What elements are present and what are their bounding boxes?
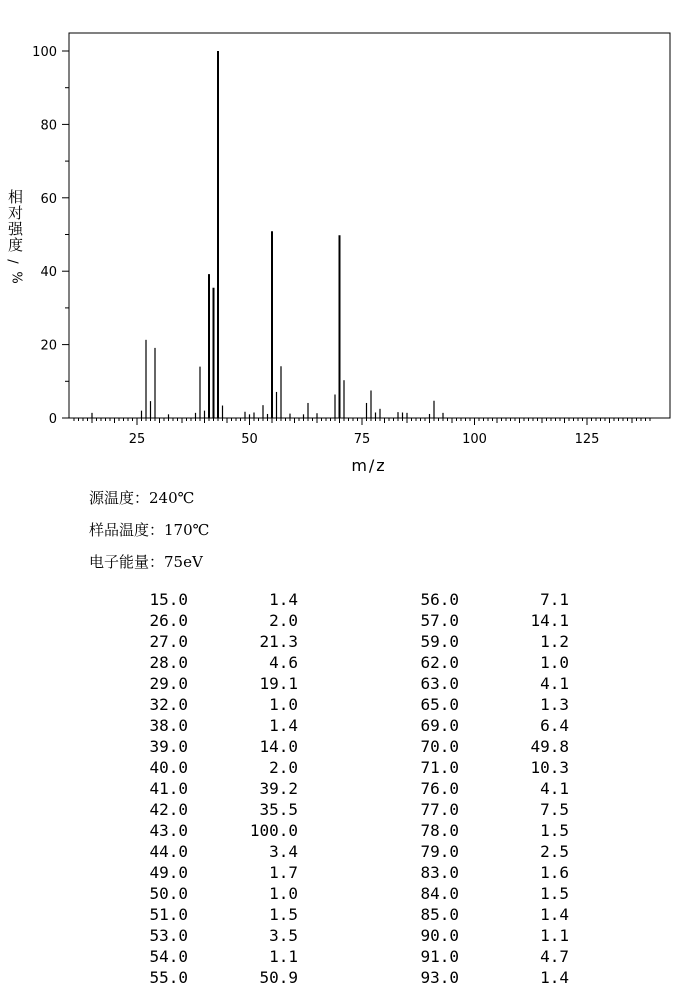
mz-value: 40.0	[149, 758, 188, 777]
x-axis-label: m/z	[351, 456, 387, 475]
mz-value: 91.0	[420, 947, 459, 966]
abundance-value: 3.4	[269, 842, 298, 861]
abundance-value: 14.0	[259, 737, 298, 756]
condition-line	[89, 519, 209, 540]
abundance-value: 1.6	[540, 863, 569, 882]
x-axis	[74, 418, 650, 447]
y-tick-label: 20	[40, 338, 57, 354]
mz-value: 70.0	[420, 737, 459, 756]
mz-value: 51.0	[149, 905, 188, 924]
condition-label: 样品温度：	[89, 521, 165, 539]
mz-value: 57.0	[420, 611, 459, 630]
abundance-value: 1.0	[540, 653, 569, 672]
mz-value: 32.0	[149, 695, 188, 714]
x-tick-label: 100	[462, 432, 487, 447]
condition-label: 源温度：	[89, 489, 150, 507]
mz-value: 77.0	[420, 800, 459, 819]
abundance-value: 1.1	[540, 926, 569, 945]
condition-value: 240℃	[149, 489, 195, 507]
peak-bars	[92, 51, 443, 418]
y-axis-label-char: 度	[8, 236, 24, 254]
mz-value: 84.0	[420, 884, 459, 903]
plot-frame	[69, 33, 670, 418]
mz-value: 62.0	[420, 653, 459, 672]
mz-value: 27.0	[149, 632, 188, 651]
abundance-value: 1.2	[540, 632, 569, 651]
condition-value: 75eV	[164, 553, 203, 571]
mz-value: 93.0	[420, 968, 459, 987]
abundance-value: 14.1	[530, 611, 569, 630]
abundance-value: 1.4	[540, 968, 569, 987]
mz-value: 65.0	[420, 695, 459, 714]
mz-value: 41.0	[149, 779, 188, 798]
abundance-value: 1.1	[269, 947, 298, 966]
mz-value: 63.0	[420, 674, 459, 693]
abundance-value: 21.3	[259, 632, 298, 651]
abundance-value: 1.4	[540, 905, 569, 924]
mz-value: 90.0	[420, 926, 459, 945]
mz-value: 49.0	[149, 863, 188, 882]
mz-value: 38.0	[149, 716, 188, 735]
mz-value: 55.0	[149, 968, 188, 987]
mz-value: 43.0	[149, 821, 188, 840]
x-tick-label: 125	[574, 432, 600, 447]
mz-value: 29.0	[149, 674, 188, 693]
y-axis-label-char: /	[4, 259, 20, 264]
mz-value: 79.0	[420, 842, 459, 861]
mz-value: 56.0	[420, 590, 459, 609]
abundance-value: 1.0	[269, 695, 298, 714]
mz-value: 50.0	[149, 884, 188, 903]
abundance-value: 4.6	[269, 653, 298, 672]
mz-value: 59.0	[420, 632, 459, 651]
abundance-value: 7.5	[540, 800, 569, 819]
abundance-value: 1.5	[540, 884, 569, 903]
abundance-value: 1.4	[269, 590, 298, 609]
mz-value: 26.0	[149, 611, 188, 630]
abundance-value: 39.2	[259, 779, 298, 798]
abundance-value: 4.1	[540, 779, 569, 798]
abundance-value: 6.4	[540, 716, 569, 735]
y-tick-label: 80	[40, 118, 57, 134]
condition-label: 电子能量：	[89, 553, 165, 571]
mz-value: 15.0	[149, 590, 188, 609]
mz-value: 28.0	[149, 653, 188, 672]
mz-value: 39.0	[149, 737, 188, 756]
abundance-value: 4.1	[540, 674, 569, 693]
abundance-value: 100.0	[249, 821, 298, 840]
condition-line	[89, 551, 203, 572]
y-tick-label: 0	[48, 412, 57, 427]
x-tick-label: 75	[353, 432, 371, 447]
condition-line	[89, 487, 194, 508]
y-axis-label-char: %	[8, 271, 24, 284]
mass-spectrum-chart	[0, 0, 696, 480]
abundance-value: 1.4	[269, 716, 298, 735]
mz-value: 69.0	[420, 716, 459, 735]
mz-value: 54.0	[149, 947, 188, 966]
x-tick-label: 25	[128, 432, 146, 447]
abundance-value: 19.1	[259, 674, 298, 693]
y-axis-label-char: 对	[8, 204, 24, 222]
y-tick-label: 40	[40, 265, 57, 281]
abundance-value: 7.1	[540, 590, 569, 609]
abundance-value: 2.5	[540, 842, 569, 861]
x-tick-label: 50	[241, 432, 258, 447]
abundance-value: 3.5	[269, 926, 298, 945]
y-tick-label: 60	[40, 191, 57, 207]
abundance-value: 50.9	[259, 968, 298, 987]
y-axis-label-char: 相	[8, 188, 24, 206]
mz-value: 44.0	[149, 842, 188, 861]
abundance-value: 1.3	[540, 695, 569, 714]
abundance-value: 2.0	[269, 758, 298, 777]
condition-value: 170℃	[164, 521, 210, 539]
abundance-value: 1.0	[269, 884, 298, 903]
mz-value: 85.0	[420, 905, 459, 924]
mz-value: 76.0	[420, 779, 459, 798]
mz-value: 83.0	[420, 863, 459, 882]
mz-value: 71.0	[420, 758, 459, 777]
abundance-value: 2.0	[269, 611, 298, 630]
abundance-value: 35.5	[259, 800, 298, 819]
abundance-value: 1.5	[269, 905, 298, 924]
y-axis	[32, 45, 69, 427]
y-tick-label: 100	[32, 45, 57, 60]
abundance-value: 1.5	[540, 821, 569, 840]
abundance-value: 4.7	[540, 947, 569, 966]
mz-value: 78.0	[420, 821, 459, 840]
abundance-value: 10.3	[530, 758, 569, 777]
y-axis-label-char: 强	[8, 220, 24, 238]
mz-value: 53.0	[149, 926, 188, 945]
abundance-value: 1.7	[269, 863, 298, 882]
mz-value: 42.0	[149, 800, 188, 819]
abundance-value: 49.8	[530, 737, 569, 756]
